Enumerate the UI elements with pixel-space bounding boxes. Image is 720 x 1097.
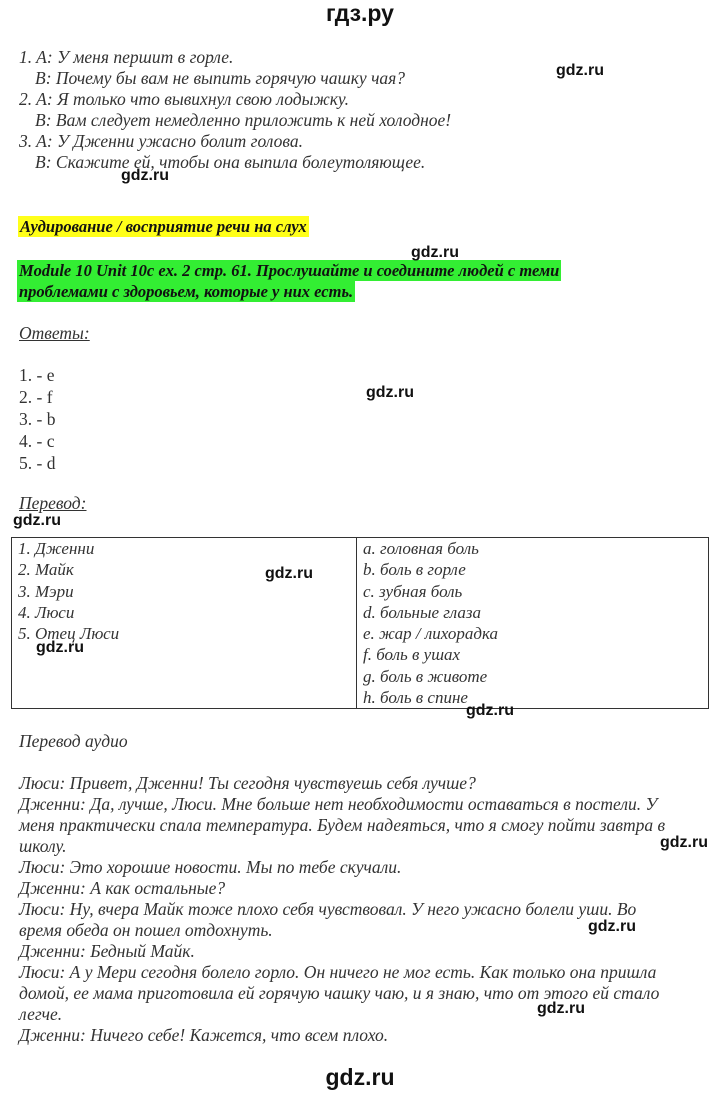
audio-line: Люси: Привет, Дженни! Ты сегодня чувствуешь себя лучше? <box>19 773 476 793</box>
person-item: 1. Дженни <box>18 539 95 558</box>
problem-item: f. боль в ушах <box>363 645 461 665</box>
translation-label: Перевод: <box>19 493 87 513</box>
problem-item: c. зубная боль <box>363 581 463 601</box>
problem-item: d. больные глаза <box>363 602 481 622</box>
audio-line: Дженни: Бедный Майк. <box>19 941 195 961</box>
watermark: gdz.ru <box>588 918 636 935</box>
answer-item: 2. - f <box>19 387 53 407</box>
person-item: 5. Отец Люси <box>18 624 120 644</box>
person-item: 2. Майк <box>18 560 74 580</box>
audio-line: Люси: А у Мери сегодня болело горло. Он ничего не мог есть. Как только она пришла <box>19 962 657 982</box>
audio-line: время обеда он пошел отдохнуть. <box>19 920 273 940</box>
site-footer-title: gdz.ru <box>325 1064 395 1090</box>
watermark: gdz.ru <box>556 62 604 79</box>
dialogue-line: B: Почему бы вам не выпить горячую чашку чая? <box>35 68 406 88</box>
watermark: gdz.ru <box>660 834 708 851</box>
audio-line: меня практически спала температура. Будем надеяться, что я смогу пойти завтра в <box>19 815 666 835</box>
answer-item: 1. - e <box>19 365 55 385</box>
answers-label: Ответы: <box>19 323 90 343</box>
watermark: gdz.ru <box>366 384 414 401</box>
section-title-text: Аудирование / восприятие речи на слух <box>20 217 307 236</box>
dialogue-line: B: Скажите ей, чтобы она выпила болеутоляющее. <box>35 152 426 172</box>
watermark: gdz.ru <box>466 702 514 719</box>
problem-item: g. боль в животе <box>363 666 488 686</box>
person-item: 3. Мэри <box>18 581 74 601</box>
answer-item: 4. - c <box>19 431 55 451</box>
watermark: gdz.ru <box>537 1000 585 1017</box>
watermark: gdz.ru <box>411 244 459 261</box>
audio-line: легче. <box>19 1004 63 1024</box>
problem-item: a. головная боль <box>363 539 479 558</box>
dialogue-line: 1. A: У меня першит в горле. <box>19 47 234 67</box>
watermark: gdz.ru <box>121 167 169 184</box>
dialogue-line: 3. A: У Дженни ужасно болит голова. <box>19 131 303 151</box>
problems-column <box>357 538 709 709</box>
audio-line: Люси: Это хорошие новости. Мы по тебе скучали. <box>19 857 402 877</box>
problem-item: b. боль в горле <box>363 560 466 580</box>
audio-title: Перевод аудио <box>19 731 128 751</box>
answer-item: 3. - b <box>19 409 56 429</box>
task-line-2: проблемами с здоровьем, которые у них есть. <box>19 282 354 301</box>
problem-item: h. боль в спине <box>363 688 468 708</box>
audio-line: школу. <box>19 836 67 856</box>
people-column <box>12 538 357 709</box>
site-header-title: гдз.ру <box>326 0 394 26</box>
audio-line: Дженни: Да, лучше, Люси. Мне больше нет необходимости оставаться в постели. У <box>19 794 658 814</box>
task-line-1: Module 10 Unit 10c ex. 2 стр. 61. Прослушайте и соедините людей с теми <box>19 261 560 280</box>
dialogue-line: B: Вам следует немедленно приложить к ней холодное! <box>35 110 452 130</box>
section-title <box>18 217 309 237</box>
audio-line: домой, ее мама приготовила ей горячую чашку чаю, и я знаю, что от этого ей стало <box>19 983 660 1003</box>
watermark: gdz.ru <box>13 512 61 529</box>
answer-item: 5. - d <box>19 453 56 473</box>
dialogue-line: 2. A: Я только что вывихнул свою лодыжку. <box>19 89 349 109</box>
person-item: 4. Люси <box>18 602 75 622</box>
watermark: gdz.ru <box>265 565 313 582</box>
translation-table <box>11 537 709 709</box>
watermark: gdz.ru <box>36 639 84 656</box>
problem-item: e. жар / лихорадка <box>363 624 499 644</box>
task-title <box>17 260 561 302</box>
audio-line: Люси: Ну, вчера Майк тоже плохо себя чувствовал. У него ужасно болели уши. Во <box>19 899 637 919</box>
audio-line: Дженни: А как остальные? <box>19 878 226 898</box>
audio-line: Дженни: Ничего себе! Кажется, что всем плохо. <box>19 1025 389 1045</box>
